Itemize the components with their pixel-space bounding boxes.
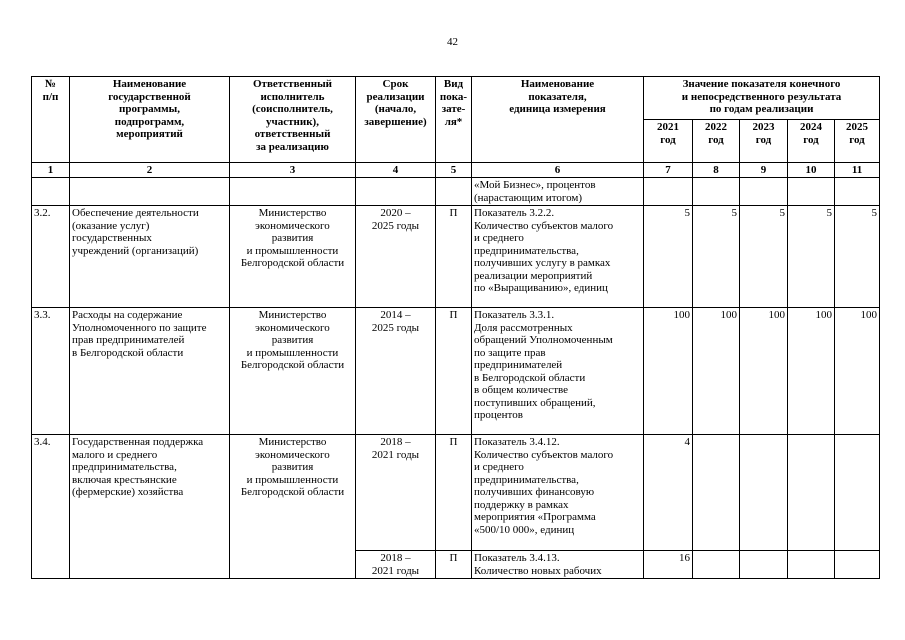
value-2024: 100 xyxy=(788,308,835,435)
continuation-row xyxy=(32,178,880,206)
column-number: 11 xyxy=(835,163,880,178)
table-row xyxy=(32,206,880,308)
value-2025 xyxy=(835,435,880,551)
value-2022: 100 xyxy=(693,308,740,435)
column-number: 2 xyxy=(70,163,230,178)
term: 2018 – 2021 годы xyxy=(356,435,436,551)
row-number: 3.2. xyxy=(32,206,70,308)
indicators-table xyxy=(31,76,880,579)
header-indicator: Наименование показателя, единица измерения xyxy=(472,77,644,163)
executor: Министерство экономического развития и промышленности Белгородской области xyxy=(230,308,356,435)
page-number: 42 xyxy=(447,36,458,48)
executor: Министерство экономического развития и промышленности Белгородской области xyxy=(230,206,356,308)
column-number: 3 xyxy=(230,163,356,178)
column-numbers-row xyxy=(32,163,880,178)
column-number: 1 xyxy=(32,163,70,178)
header-type: Вид пока- зате- ля* xyxy=(436,77,472,163)
event-name: Расходы на содержание Уполномоченного по защите прав предпринимателей в Белгородской области xyxy=(70,308,230,435)
event-name: Обеспечение деятельности (оказание услуг) государственных учреждений (организаций) xyxy=(70,206,230,308)
value-2025: 100 xyxy=(835,308,880,435)
header-term: Срок реализации (начало, завершение) xyxy=(356,77,436,163)
row-number: 3.3. xyxy=(32,308,70,435)
indicator-type: П xyxy=(436,308,472,435)
indicator-type: П xyxy=(436,435,472,551)
indicator-type: П xyxy=(436,206,472,308)
value-2024 xyxy=(788,435,835,551)
column-number: 4 xyxy=(356,163,436,178)
value-2024: 5 xyxy=(788,206,835,308)
header-year-2021: 2021 год xyxy=(644,120,693,163)
header-executor: Ответственный исполнитель (соисполнитель, участник), ответственный за реализацию xyxy=(230,77,356,163)
value-2022 xyxy=(693,551,740,579)
column-number: 10 xyxy=(788,163,835,178)
term: 2018 – 2021 годы xyxy=(356,551,436,579)
value-2021: 100 xyxy=(644,308,693,435)
table-row xyxy=(32,435,880,551)
header-year-2024: 2024 год xyxy=(788,120,835,163)
header-year-2023: 2023 год xyxy=(740,120,788,163)
indicator-name: Показатель 3.4.13. Количество новых рабочих xyxy=(472,551,644,579)
value-2021: 16 xyxy=(644,551,693,579)
row-number: 3.4. xyxy=(32,435,70,579)
value-2024 xyxy=(788,551,835,579)
column-number: 6 xyxy=(472,163,644,178)
term: 2014 – 2025 годы xyxy=(356,308,436,435)
term: 2020 – 2025 годы xyxy=(356,206,436,308)
column-number: 7 xyxy=(644,163,693,178)
value-2023: 5 xyxy=(740,206,788,308)
indicator-name: Показатель 3.4.12. Количество субъектов малого и среднего предпринимательства, получивших финансовую поддержку в рамках мероприятия «Программа «500/10 000», единиц xyxy=(472,435,644,551)
event-name: Государственная поддержка малого и среднего предпринимательства, включая крестьянские (фермерские) хозяйства xyxy=(70,435,230,579)
header-year-2022: 2022 год xyxy=(693,120,740,163)
indicator-name: Показатель 3.3.1. Доля рассмотренных обращений Уполномоченным по защите прав предпринимателей в Белгородской области в общем количестве поступивших обращений, процентов xyxy=(472,308,644,435)
header-name: Наименование государственной программы, подпрограмм, мероприятий xyxy=(70,77,230,163)
value-2022 xyxy=(693,435,740,551)
header-row xyxy=(32,77,880,120)
header-no: № п/п xyxy=(32,77,70,163)
column-number: 5 xyxy=(436,163,472,178)
indicator-type: П xyxy=(436,551,472,579)
header-year-2025: 2025 год xyxy=(835,120,880,163)
column-number: 9 xyxy=(740,163,788,178)
executor: Министерство экономического развития и промышленности Белгородской области xyxy=(230,435,356,579)
value-2023: 100 xyxy=(740,308,788,435)
header-values-group: Значение показателя конечного и непосредственного результата по годам реализации xyxy=(644,77,880,120)
table-row xyxy=(32,308,880,435)
column-number: 8 xyxy=(693,163,740,178)
indicator-name: Показатель 3.2.2. Количество субъектов малого и среднего предпринимательства, получивших услугу в рамках реализации мероприятий по «Выращиванию», единиц xyxy=(472,206,644,308)
continuation-indicator: «Мой Бизнес», процентов (нарастающим итогом) xyxy=(472,178,644,206)
value-2025: 5 xyxy=(835,206,880,308)
value-2023 xyxy=(740,551,788,579)
value-2021: 4 xyxy=(644,435,693,551)
value-2022: 5 xyxy=(693,206,740,308)
value-2023 xyxy=(740,435,788,551)
value-2021: 5 xyxy=(644,206,693,308)
value-2025 xyxy=(835,551,880,579)
